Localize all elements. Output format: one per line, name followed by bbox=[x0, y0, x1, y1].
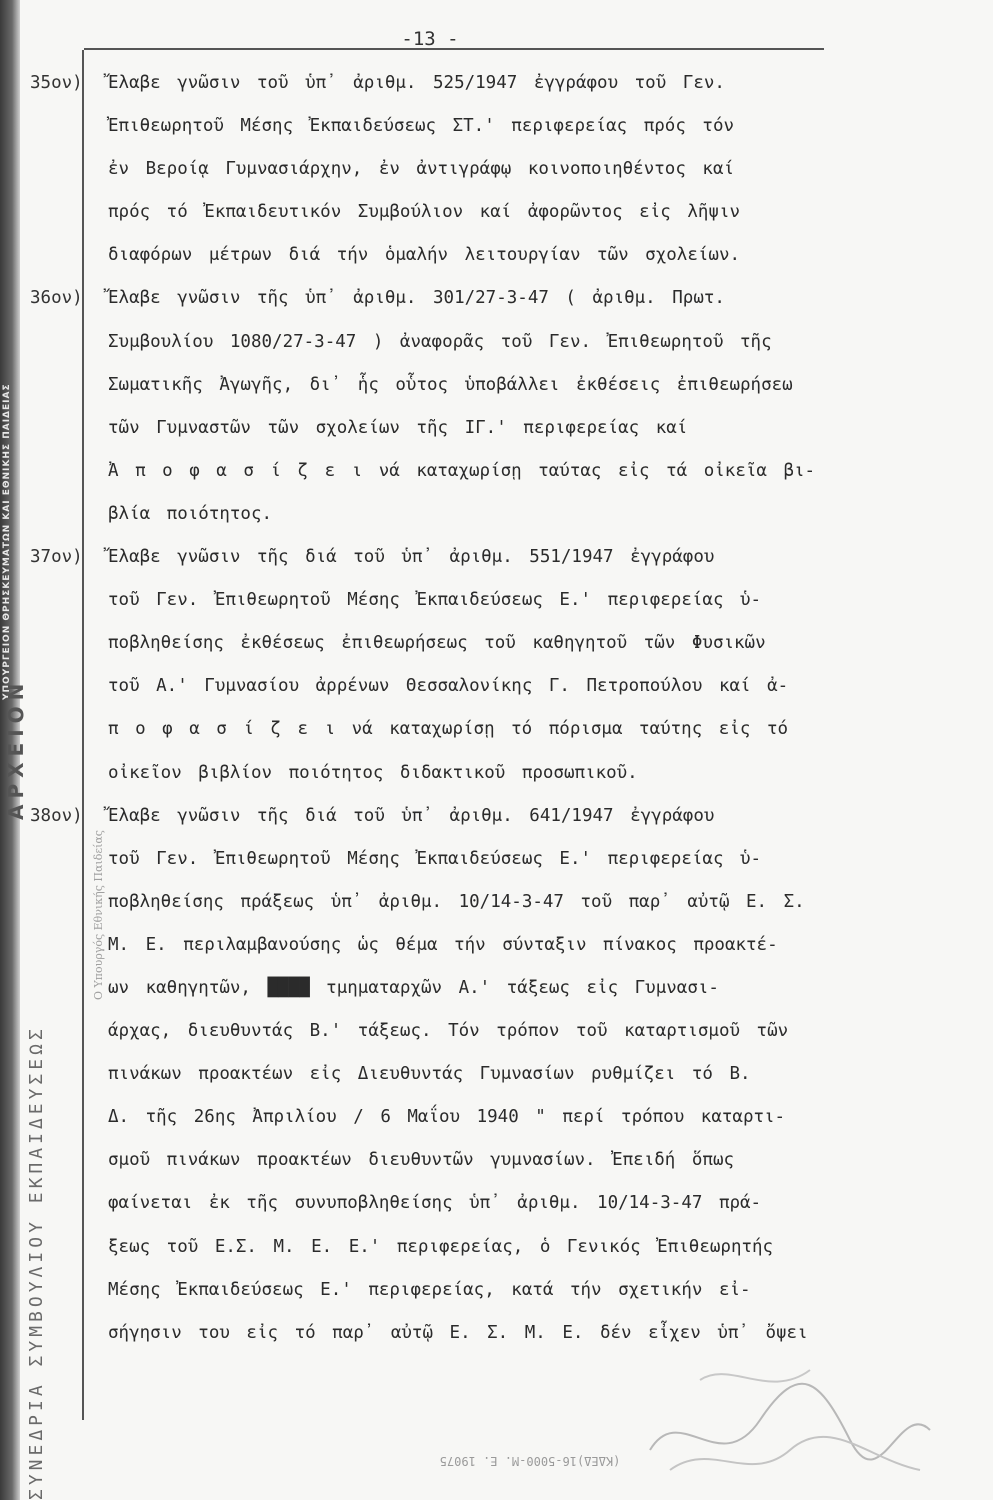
line-text: πρός τό Ἐκπαιδευτικόν Συμβούλιον καί ἀφορῶντος εἰς λῆψιν bbox=[108, 202, 741, 223]
binding-side-text: ΣΥΝΕΔΡΙΑ ΣΥΜΒΟΥΛΙΟΥ ΕΚΠΑΙΔΕΥΣΕΩΣ bbox=[26, 1025, 47, 1500]
line-text: Συμβουλίου 1080/27-3-47 ) ἀναφορᾶς τοῦ Γεν. Ἐπιθεωρητοῦ τῆς bbox=[108, 331, 772, 352]
text-line bbox=[30, 1226, 965, 1269]
line-text: Ἔλαβε γνῶσιν τῆς ὑπ᾽ ἀριθμ. 301/27-3-47 ( ἀριθμ. Πρωτ. bbox=[108, 288, 725, 309]
line-text: τοῦ Α.' Γυμνασίου ἀρρένων Θεσσαλονίκης Γ. Πετροπούλου καί ἀ- bbox=[108, 676, 789, 697]
line-text: σήγησιν του εἰς τό παρ᾽ αὐτῷ Ε. Σ. Μ. Ε. δέν εἶχεν ὑπ᾽ ὄψει bbox=[108, 1322, 808, 1343]
line-text: άρχας, διευθυντάς Β.' τάξεως. Τόν τρόπον τοῦ καταρτισμοῦ τῶν bbox=[108, 1021, 789, 1042]
line-text: διαφόρων μέτρων διά τήν ὁμαλήν λειτουργίαν τῶν σχολείων. bbox=[108, 245, 741, 266]
line-text: σμοῦ πινάκων προακτέων διευθυντῶν γυμνασίων. Ἐπειδή ὅπως bbox=[108, 1150, 735, 1171]
text-line bbox=[30, 838, 965, 881]
line-text: Ἔλαβε γνῶσιν τοῦ ὑπ᾽ ἀριθμ. 525/1947 ἐγγράφου τοῦ Γεν. bbox=[108, 73, 725, 93]
line-text: ἐν Βεροίᾳ Γυμνασιάρχην, ἐν ἀντιγράφῳ κοινοποιηθέντος καί bbox=[108, 159, 735, 180]
line-text: βλία ποιότητος. bbox=[108, 503, 273, 524]
line-text: τοῦ Γεν. Ἐπιθεωρητοῦ Μέσης Ἐκπαιδεύσεως Ε.' περιφερείας ὑ- bbox=[108, 848, 762, 869]
item-number: 38ον) bbox=[30, 805, 83, 826]
line-text: τοῦ Γεν. Ἐπιθεωρητοῦ Μέσης Ἐκπαιδεύσεως Ε.' περιφερείας ὑ- bbox=[108, 590, 762, 611]
line-text: Σωματικῆς Ἀγωγῆς, δι᾽ ἧς οὗτος ὑποβάλλει ἐκθέσεις ἐπιθεωρήσεω bbox=[108, 374, 793, 395]
text-line bbox=[30, 191, 965, 234]
line-text: Ἀ π ο φ α σ ί ζ ε ι νά καταχωρίσῃ ταύτας εἰς τά οἰκεῖα βι- bbox=[108, 460, 816, 481]
text-line bbox=[30, 795, 965, 838]
item-number: 36ον) bbox=[30, 288, 83, 309]
line-text: Δ. τῆς 26ης Ἀπριλίου / 6 Μαΐου 1940 " περί τρόπου καταρτι- bbox=[108, 1107, 786, 1128]
text-line bbox=[30, 234, 965, 277]
text-line bbox=[30, 1010, 965, 1053]
line-text: Ἔλαβε γνῶσιν τῆς διά τοῦ ὑπ᾽ ἀριθμ. 551/1947 ἐγγράφου bbox=[108, 547, 715, 568]
line-text: Μέσης Ἐκπαιδεύσεως Ε.' περιφερείας, κατά τήν σχετικήν εἰ- bbox=[108, 1279, 751, 1300]
binding-letters: ΑΡΧΕΙΟΝ bbox=[4, 677, 28, 820]
line-text: Ἔλαβε γνῶσιν τῆς διά τοῦ ὑπ᾽ ἀριθμ. 641/1947 ἐγγράφου bbox=[108, 805, 715, 826]
text-line bbox=[30, 1182, 965, 1225]
line-text: ποβληθείσης πράξεως ὑπ᾽ ἀριθμ. 10/14-3-47 τοῦ παρ᾽ αὐτῷ Ε. Σ. bbox=[108, 891, 805, 912]
text-line bbox=[30, 1053, 965, 1096]
line-text: ων καθηγητῶν, ████ τμηματαρχῶν Α.' τάξεως εἰς Γυμνασι- bbox=[108, 977, 719, 998]
text-line bbox=[30, 493, 965, 536]
item-number: 37ον) bbox=[30, 547, 83, 568]
text-line bbox=[30, 536, 965, 579]
text-line bbox=[30, 924, 965, 967]
handwritten-signature bbox=[640, 1340, 940, 1490]
line-text: φαίνεται ἐκ τῆς συνυποβληθείσης ὑπ᾽ ἀριθμ. 10/14-3-47 πρά- bbox=[108, 1193, 762, 1214]
text-line bbox=[30, 579, 965, 622]
text-line bbox=[30, 321, 965, 364]
text-line bbox=[30, 1139, 965, 1182]
line-text: ξεως τοῦ Ε.Σ. Μ. Ε. Ε.' περιφερείας, ὁ Γενικός Ἐπιθεωρητής bbox=[108, 1236, 774, 1257]
line-text: π ο φ α σ ί ζ ε ι νά καταχωρίσῃ τό πόρισμα ταύτης εἰς τό bbox=[108, 719, 789, 740]
text-line bbox=[30, 407, 965, 450]
text-line bbox=[30, 708, 965, 751]
text-line bbox=[30, 752, 965, 795]
line-text: οἰκεῖον βιβλίον ποιότητος διδακτικοῦ προσωπικοῦ. bbox=[108, 762, 638, 783]
text-line bbox=[30, 622, 965, 665]
binding-label: ΥΠΟΥΡΓΕΙΟΝ ΘΡΗΣΚΕΥΜΑΤΩΝ ΚΑΙ ΕΘΝΙΚΗΣ ΠΑΙΔΕΙΑΣ bbox=[2, 383, 12, 700]
text-line bbox=[30, 364, 965, 407]
line-text: τῶν Γυμναστῶν τῶν σχολείων τῆς ΙΓ.' περιφερείας καί bbox=[108, 417, 688, 438]
line-text: Ἐπιθεωρητοῦ Μέσης Ἐκπαιδεύσεως ΣΤ.' περιφερείας πρός τόν bbox=[108, 116, 735, 137]
item-number: 35ον) bbox=[30, 73, 83, 93]
footer-print-stamp: (ΚΔΕΔ)16-5000-Μ. Ε. 19075 bbox=[439, 1454, 621, 1468]
text-line bbox=[30, 148, 965, 191]
text-line bbox=[30, 277, 965, 320]
text-line bbox=[30, 450, 965, 493]
line-text: ποβληθείσης ἐκθέσεως ἐπιθεωρήσεως τοῦ καθηγητοῦ τῶν Φυσικῶν bbox=[108, 633, 766, 654]
text-line bbox=[30, 62, 965, 105]
line-text: Μ. Ε. περιλαμβανούσης ὡς θέμα τήν σύνταξιν πίνακος προακτέ- bbox=[108, 934, 778, 955]
margin-stamp: Ο Υπουργός Εθνικής Παιδείας bbox=[92, 830, 105, 1000]
text-line bbox=[30, 1096, 965, 1139]
text-line bbox=[30, 1269, 965, 1312]
text-line bbox=[30, 967, 965, 1010]
typed-text-body bbox=[30, 62, 965, 1355]
text-line bbox=[30, 881, 965, 924]
text-line bbox=[30, 665, 965, 708]
text-line bbox=[30, 105, 965, 148]
line-text: πινάκων προακτέων εἰς Διευθυντάς Γυμνασίων ρυθμίζει τό Β. bbox=[108, 1064, 751, 1085]
page-number: -13 - bbox=[401, 28, 459, 50]
